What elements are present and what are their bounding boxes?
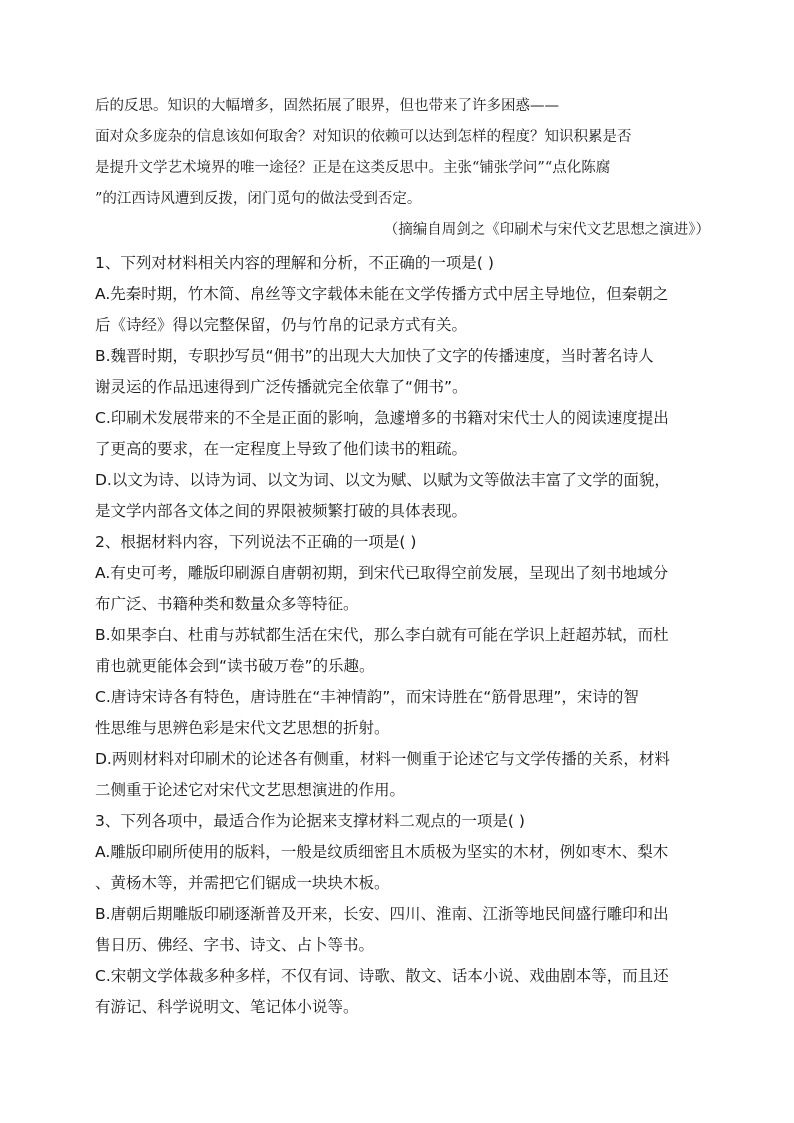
question-1-option-a-cont: 后《诗经》得以完整保留，仍与竹帛的记录方式有关。 [95,316,468,334]
question-2-option-a: A.有史可考，雕版印刷源自唐朝初期，到宋代已取得空前发展，呈现出了刻书地域分 [95,564,669,582]
passage-source: （摘编自周剑之《印刷术与宋代文艺思想之演进》） [383,222,710,238]
question-3-option-c: C.宋朝文学体裁多种多样，不仅有词、诗歌、散文、话本小说、戏曲剧本等，而且还 [95,967,669,985]
question-2-option-d: D.两则材料对印刷术的论述各有侧重，材料一侧重于论述它与文学传播的关系，材料 [95,750,670,768]
question-2-option-a-cont: 布广泛、书籍种类和数量众多等特征。 [95,595,359,613]
question-3-option-b: B.唐朝后期雕版印刷逐渐普及开来，长安、四川、淮南、江浙等地民间盛行雕印和出 [95,905,669,923]
passage-line: ”的江西诗风遭到反拨，闭门觅句的做法受到否定。 [95,191,422,207]
question-1-option-d-cont: 是文学内部各文体之间的界限被频繁打破的具体表现。 [95,502,468,520]
question-2-option-c: C.唐诗宋诗各有特色，唐诗胜在“丰神情韵”，而宋诗胜在“筋骨思理”，宋诗的智 [95,688,639,706]
question-1-option-d: D.以文为诗、以诗为词、以文为词、以文为赋、以赋为文等做法丰富了文学的面貌， [95,471,670,489]
question-2-option-d-cont: 二侧重于论述它对宋代文艺思想演进的作用。 [95,781,406,799]
passage-line: 面对众多庞杂的信息该如何取舍？对知识的依赖可以达到怎样的程度？知识积累是否 [95,129,632,145]
question-3-stem: 3、下列各项中，最适合作为论据来支撑材料二观点的一项是( ) [95,812,525,830]
question-2-option-b-cont: 甫也就更能体会到“读书破万卷”的乐趣。 [95,657,375,675]
question-3-option-a-cont: 、黄杨木等，并需把它们锯成一块块木板。 [95,874,390,892]
question-1-option-b: B.魏晋时期，专职抄写员“佣书”的出现大大加快了文字的传播速度，当时著名诗人 [95,347,654,365]
question-3-option-b-cont: 售日历、佛经、字书、诗文、占卜等书。 [95,936,375,954]
question-2-option-b: B.如果李白、杜甫与苏轼都生活在宋代，那么李白就有可能在学识上赶超苏轼，而杜 [95,626,669,644]
question-1-option-b-cont: 谢灵运的作品迅速得到广泛传播就完全依靠了“佣书”。 [95,378,468,396]
passage-line: 后的反思。知识的大幅增多，固然拓展了眼界，但也带来了许多困惑—— [95,98,559,114]
question-1-option-c-cont: 了更高的要求，在一定程度上导致了他们读书的粗疏。 [95,440,468,458]
question-2-option-c-cont: 性思维与思辨色彩是宋代文艺思想的折射。 [95,719,390,737]
question-1-stem: 1、下列对材料相关内容的理解和分析，不正确的一项是( ) [95,254,494,272]
question-2-stem: 2、根据材料内容，下列说法不正确的一项是( ) [95,533,417,551]
passage-line: 是提升文学艺术境界的唯一途径？正是在这类反思中。主张“铺张学问”“点化陈腐 [95,160,611,176]
question-3-option-a: A.雕版印刷所使用的版料，一般是纹质细密且木质极为坚实的木材，例如枣木、梨木 [95,843,669,861]
question-3-option-c-cont: 有游记、科学说明文、笔记体小说等。 [95,998,359,1016]
question-1-option-c: C.印刷术发展带来的不全是正面的影响，急遽增多的书籍对宋代士人的阅读速度提出 [95,409,669,427]
question-1-option-a: A.先秦时期，竹木简、帛丝等文字载体未能在文学传播方式中居主导地位，但秦朝之 [95,285,669,303]
